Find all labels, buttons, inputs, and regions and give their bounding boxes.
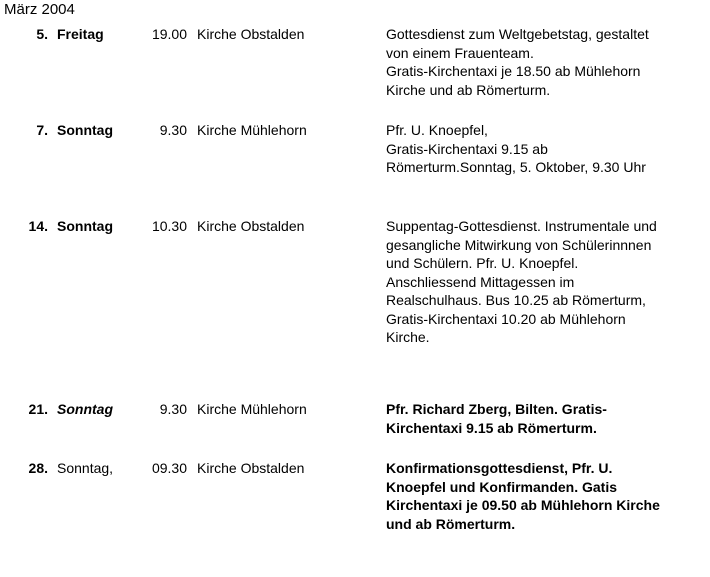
entry-weekday: Sonntag <box>57 401 113 417</box>
entry-description <box>386 25 708 99</box>
description-line: Kirche. <box>386 329 430 345</box>
entry-place: Kirche Mühlehorn <box>197 122 307 138</box>
description-line: Gottesdienst zum Weltgebetstag, gestaltet <box>386 26 649 42</box>
entry-place: Kirche Obstalden <box>197 26 305 42</box>
description-line: Knoepfel und Konfirmanden. Gatis <box>386 478 618 495</box>
description-line: Gratis-Kirchentaxi je 18.50 ab Mühlehorn <box>386 63 641 79</box>
description-line: und ab Römerturm. <box>386 515 516 532</box>
entry-weekday: Sonntag <box>57 122 113 138</box>
description-line: Suppentag-Gottesdienst. Instrumentale und <box>386 218 657 234</box>
entry-weekday: Sonntag, <box>57 460 114 476</box>
description-line: Kirchentaxi je 09.50 ab Mühlehorn Kirche <box>386 497 660 513</box>
description-line: und Schülern. Pfr. U. Knoepfel. <box>386 255 579 271</box>
entry-weekday: Sonntag <box>57 218 113 234</box>
description-line: Pfr. Richard Zberg, Bilten. Gratis- <box>386 401 607 417</box>
description-line: Gratis-Kirchentaxi 9.15 ab <box>386 140 548 157</box>
entry-place: Kirche Mühlehorn <box>197 401 307 417</box>
description-line: Kirche und ab Römerturm. <box>386 81 551 98</box>
description-line: gesangliche Mitwirkung von Schülerinnnen <box>386 236 652 253</box>
entry-day: 7. <box>36 122 48 138</box>
entry-weekday: Freitag <box>57 26 104 42</box>
month-title: März 2004 <box>4 1 75 18</box>
entry-day: 5. <box>36 26 48 42</box>
entry-time: 09.30 <box>151 460 187 476</box>
description-line: Kirchentaxi 9.15 ab Römerturm. <box>386 419 597 436</box>
entry-time: 10.30 <box>151 218 187 234</box>
entry-description <box>386 217 708 347</box>
description-line: Realschulhaus. Bus 10.25 ab Römerturm, <box>386 292 646 308</box>
entry-description <box>386 400 708 437</box>
description-line: Römerturm.Sonntag, 5. Oktober, 9.30 Uhr <box>386 159 646 175</box>
entry-time: 9.30 <box>159 401 187 417</box>
entry-place: Kirche Obstalden <box>197 218 305 234</box>
entry-description <box>386 121 708 177</box>
entry-time: 9.30 <box>159 122 187 138</box>
entry-day: 21. <box>28 401 48 417</box>
entry-place: Kirche Obstalden <box>197 460 305 476</box>
description-line: Pfr. U. Knoepfel, <box>386 122 488 138</box>
entry-day: 28. <box>28 460 48 476</box>
entry-description <box>386 459 708 533</box>
description-line: Konfirmationsgottesdienst, Pfr. U. <box>386 460 613 476</box>
description-line: Anschliessend Mittagessen im <box>386 273 575 290</box>
entry-day: 14. <box>28 218 48 234</box>
description-line: von einem Frauenteam. <box>386 44 534 61</box>
description-line: Gratis-Kirchentaxi 10.20 ab Mühlehorn <box>386 310 626 327</box>
entry-time: 19.00 <box>151 26 187 42</box>
